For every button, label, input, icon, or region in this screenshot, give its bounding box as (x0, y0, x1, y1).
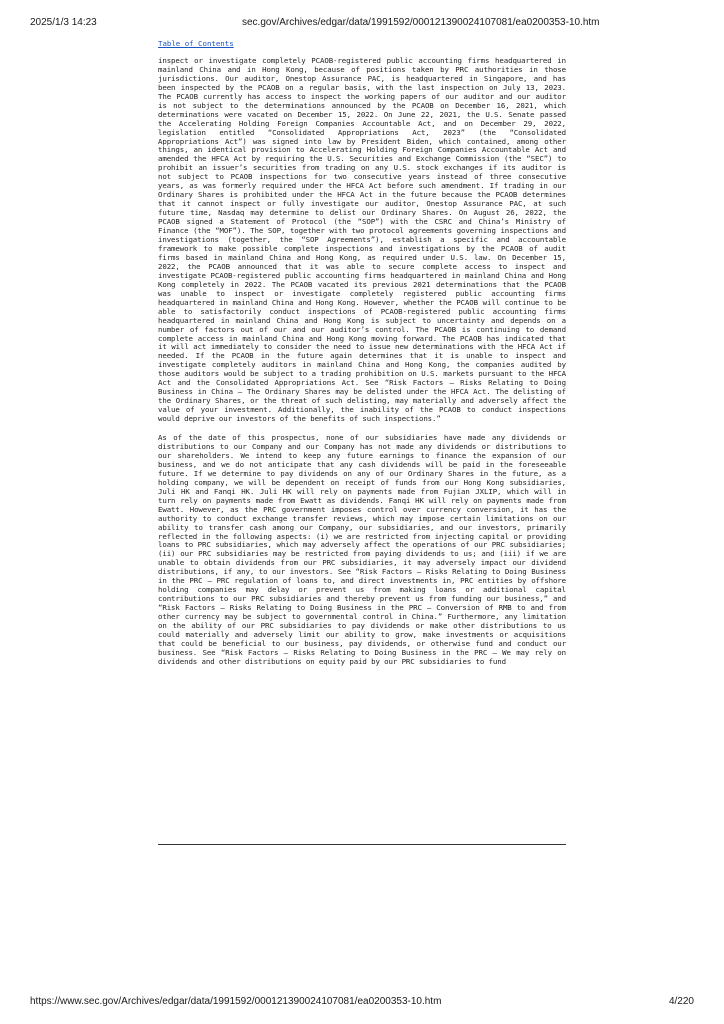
print-datetime: 2025/1/3 14:23 (30, 17, 97, 28)
paragraph-dividends: As of the date of this prospectus, none of our subsidiaries have made any dividends or distributions to our Company and our Company has not made any dividends or distributions to our shareholders. We intend to keep any future earnings to finance the expansion of our business, and we do not anticipate that any cash dividends will be paid in the foreseeable future. If we determine to pay dividends on any of our Ordinary Shares in the future, as a holding company, we will be dependent on receipt of funds from our Hong Kong subsidiaries, Juli HK and Fanqi HK. Juli HK will rely on payments made from Fujian JXLIP, which will in turn rely on payments made from Ewatt as dividends. Fanqi HK will rely on payments made from Ewatt. However, as the PRC government imposes control over currency conversion, it has the authority to conduct exchange transfer reviews, which may impose certain limitations on our ability to transfer cash among our Company, our subsidiaries, and our investors, primarily reflected in the following aspects: (i) we are restricted from injecting capital or providing loans to PRC subsidiaries, which may adversely affect the operations of our PRC subsidiaries; (ii) our PRC subsidiaries may be restricted from paying dividends to us; and (iii) if we are unable to obtain dividends from our PRC subsidiaries, it may adversely impact our dividend distributions, if any, to our investors. See “Risk Factors — Risks Relating to Doing Business in the PRC — PRC regulation of loans to, and direct investments in, PRC entities by offshore holding companies may delay or prevent us from making loans or additional capital contributions to our PRC subsidiaries and thereby prevent us from funding our business,” and “Risk Factors — Risks Relating to Doing Business in the PRC — Conversion of RMB to and from other currency may be subject to governmental control in China.” Furthermore, any limitation on the ability of our PRC subsidiaries to pay dividends or make other distributions to us could materially and adversely limit our ability to grow, make investments or acquisitions that could be beneficial to our business, pay dividends, or otherwise fund and conduct our business. See “Risk Factors — Risks Relating to Doing Business in the PRC — We may rely on dividends and other distributions on equity paid by our PRC subsidiaries to fund (158, 433, 566, 666)
table-of-contents-link[interactable]: Table of Contents (158, 39, 234, 48)
print-page-path: sec.gov/Archives/edgar/data/1991592/000121390024107081/ea0200353-10.htm (242, 17, 600, 28)
paragraph-pcaob: inspect or investigate completely PCAOB-registered public accounting firms headquartered in mainland China and in Hong Kong, because of positions taken by PRC authorities in those jurisdictions. Our auditor, Onestop Assurance PAC, is headquartered in Singapore, and has been inspected by the PCAOB on a regular basis, with the last inspection on July 13, 2023. The PCAOB currently has access to inspect the working papers of our auditor and our auditor is not subject to the determinations announced by the PCAOB on December 16, 2021, which determinations were vacated on December 15, 2022. On June 22, 2021, the U.S. Senate passed the Accelerating Holding Foreign Companies Accountable Act, and on December 29, 2022, legislation entitled “Consolidated Appropriations Act, 2023” (the “Consolidated Appropriations Act”) was signed into law by President Biden, which contained, among other things, an identical provision to Accelerating Holding Foreign Companies Accountable Act and amended the HFCA Act by requiring the U.S. Securities and Exchange Commission (the “SEC”) to prohibit an issuer’s securities from trading on any U.S. stock exchanges if its auditor is not subject to PCAOB inspections for two consecutive years instead of three consecutive years, as was formerly required under the HFCA Act before such amendment. If trading in our Ordinary Shares is prohibited under the HFCA Act in the future because the PCAOB determines that it cannot inspect or fully investigate our auditor, Onestop Assurance PAC, at such future time, Nasdaq may determine to delist our Ordinary Shares. On August 26, 2022, the PCAOB signed a Statement of Protocol (the “SOP”) with the CSRC and China’s Ministry of Finance (the “MOF”). The SOP, together with two protocol agreements governing inspections and investigations (together, the “SOP Agreements”), establish a specific and accountable framework to make possible complete inspections and investigations by the PCAOB of audit firms based in mainland China and Hong Kong, as required under U.S. law. On December 15, 2022, the PCAOB announced that it was able to secure complete access to inspect and investigate PCAOB-registered public accounting firms headquartered in mainland China and Hong Kong completely in 2022. The PCAOB vacated its previous 2021 determinations that the PCAOB was unable to inspect or investigate completely registered public accounting firms headquartered in mainland China and Hong Kong. However, whether the PCAOB will continue to be able to satisfactorily conduct inspections of PCAOB-registered public accounting firms headquartered in mainland China and Hong Kong is subject to uncertainty and depends on a number of factors out of our and our auditor’s control. The PCAOB is continuing to demand complete access in mainland China and Hong Kong moving forward. The PCAOB has indicated that it will act immediately to consider the need to issue new determinations with the HFCA Act if needed. If the PCAOB in the future again determines that it is unable to inspect and investigate completely auditors in mainland China and Hong Kong, the companies audited by those auditors would be subject to a trading prohibition on U.S. markets pursuant to the HFCA Act and the Consolidated Appropriations Act. See “Risk Factors — Risks Relating to Doing Business in China — The Ordinary Shares may be delisted under the HFCA Act. The delisting of the Ordinary Shares, or the threat of such delisting, may materially and adversely affect the value of your investment. Additionally, the inability of the PCAOB to conduct inspections would deprive our investors of the benefits of such inspections.” (158, 55, 566, 424)
print-footer-url: https://www.sec.gov/Archives/edgar/data/1991592/000121390024107081/ea0200353-10.htm (30, 996, 442, 1007)
document-body (158, 40, 566, 677)
page-divider (158, 844, 566, 845)
print-page-count: 4/220 (668, 996, 694, 1007)
